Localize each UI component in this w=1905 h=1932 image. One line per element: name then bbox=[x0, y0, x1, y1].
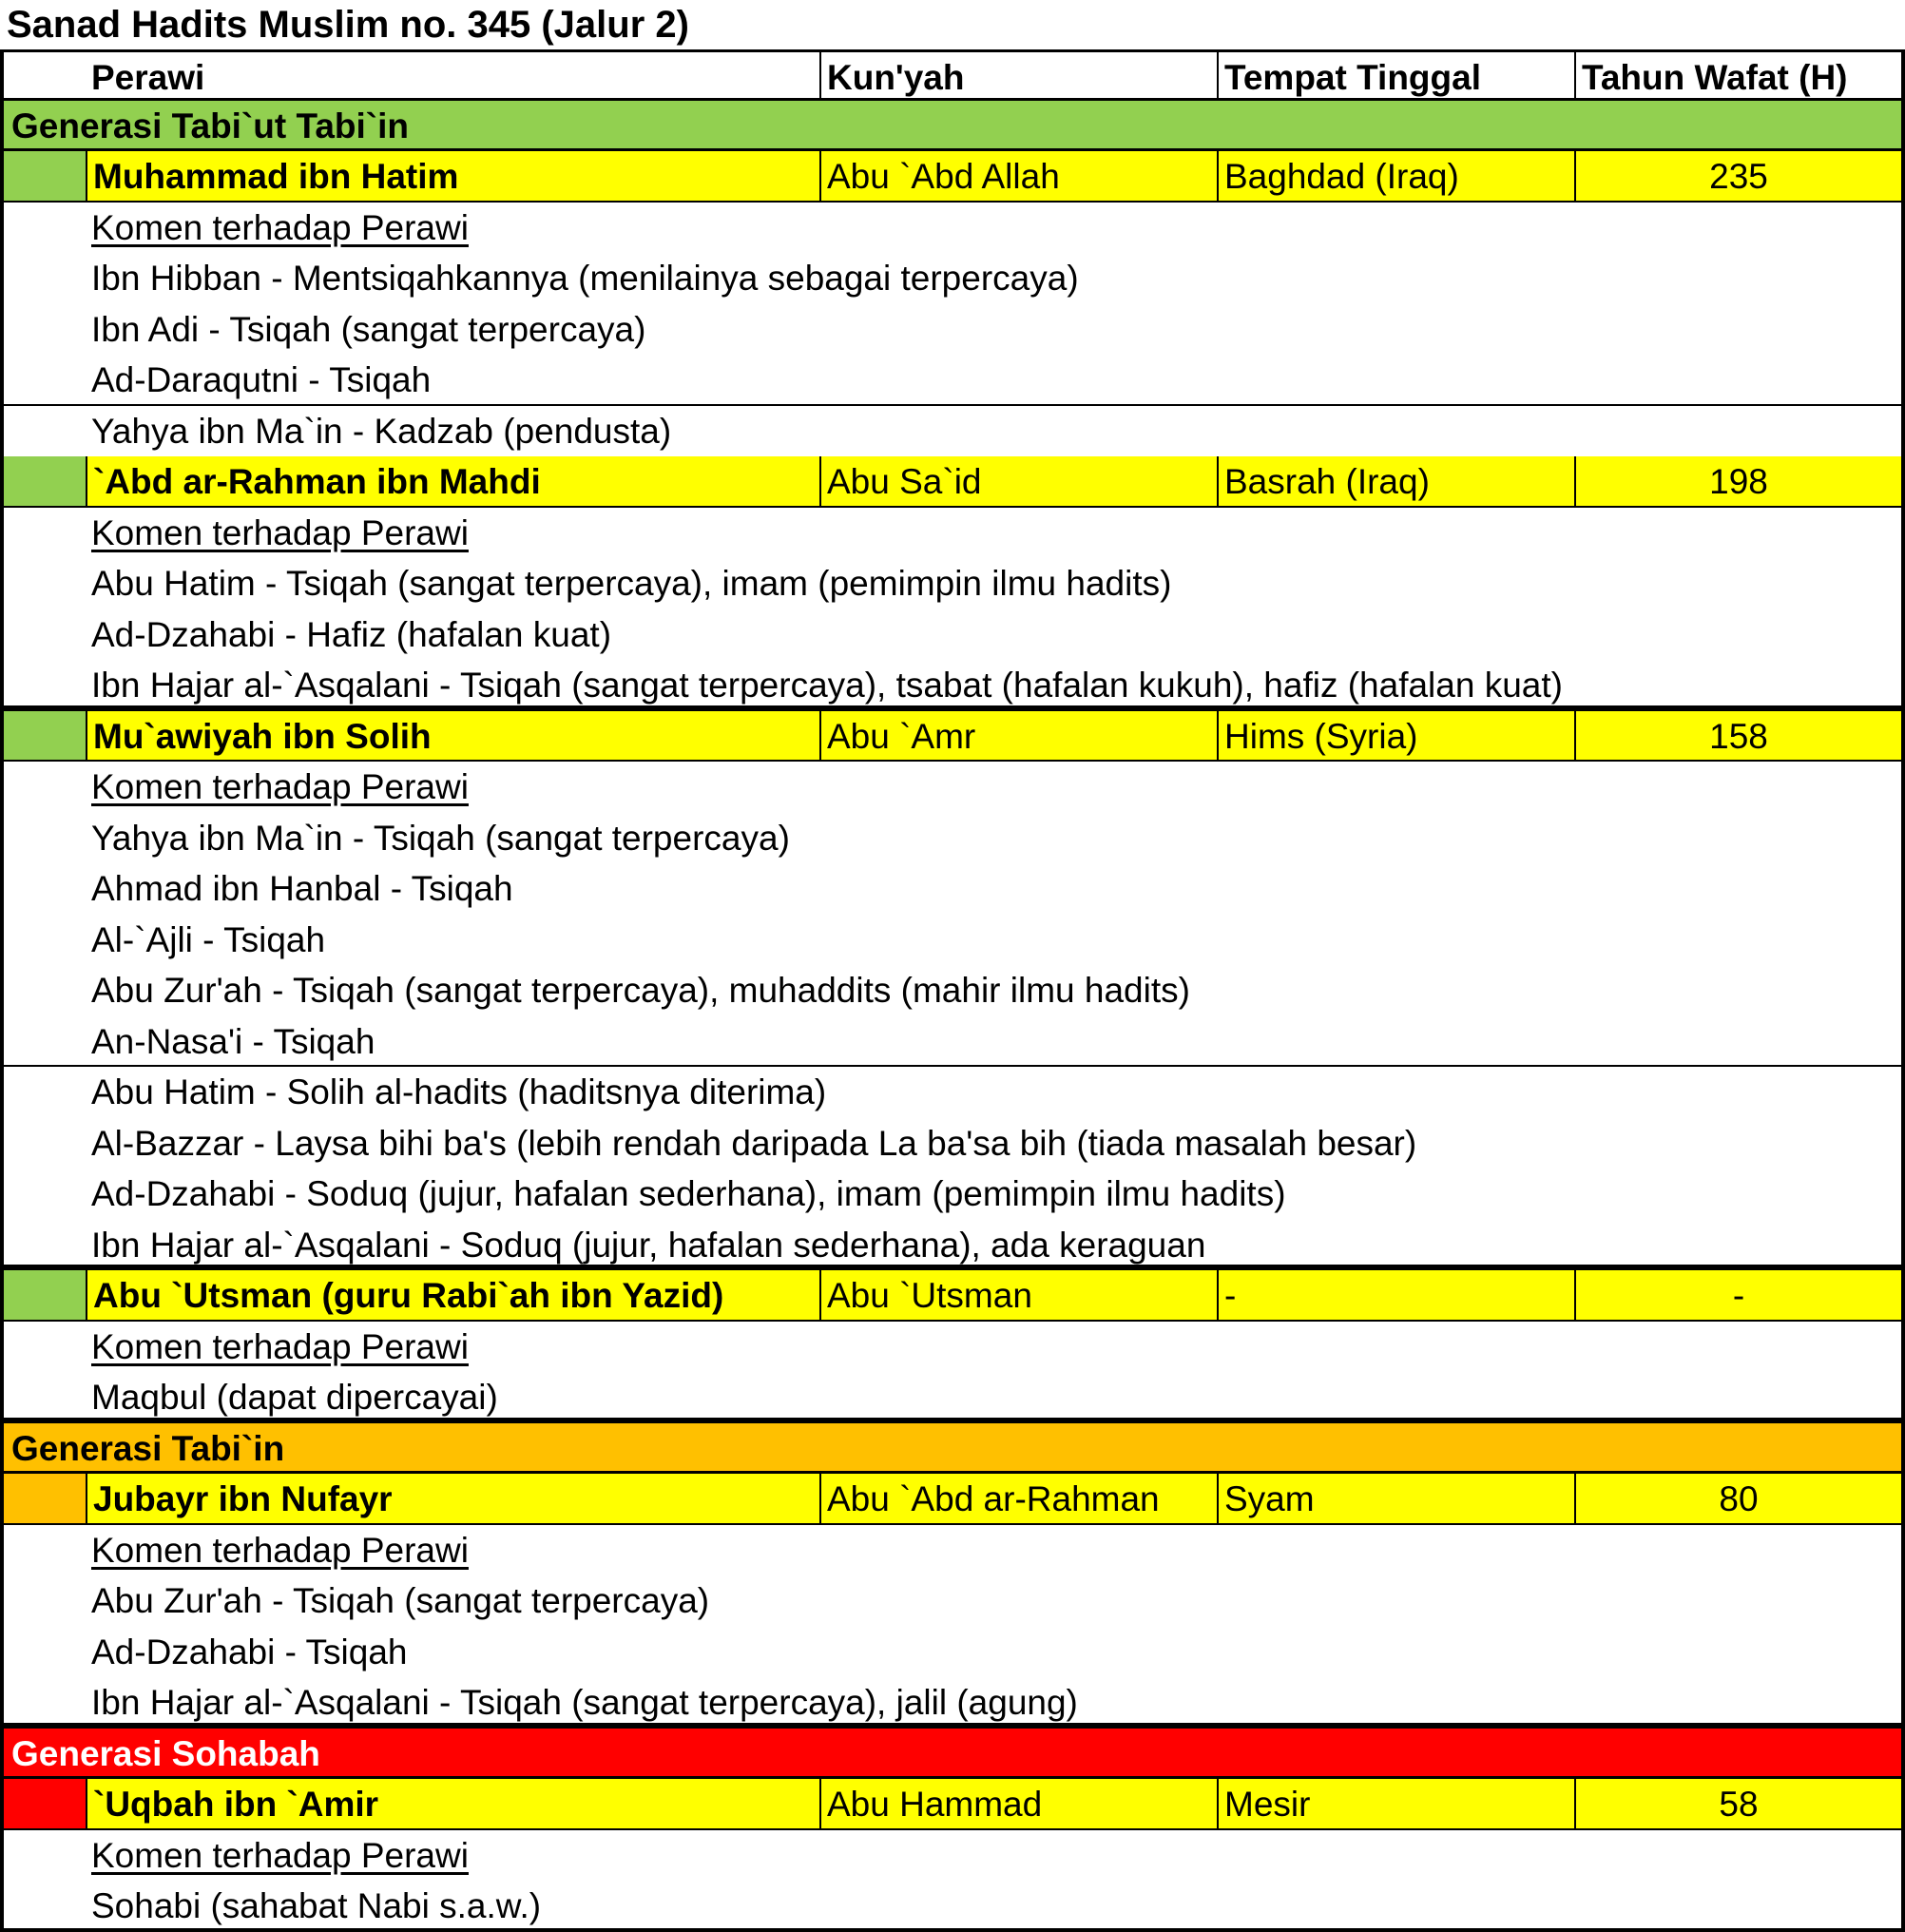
narrator-residence: Hims (Syria) bbox=[1217, 711, 1574, 761]
narrator-death-year: 58 bbox=[1574, 1779, 1901, 1828]
comment-text: Al-`Ajli - Tsiqah bbox=[91, 919, 326, 959]
generation-marker bbox=[4, 1270, 86, 1320]
table-header-row bbox=[4, 49, 1901, 101]
comment-row bbox=[4, 1016, 1901, 1068]
comment-text: Abu Zur'ah - Tsiqah (sangat terpercaya) bbox=[91, 1581, 710, 1620]
comment-row bbox=[4, 660, 1901, 711]
column-header-perawi: Perawi bbox=[91, 58, 205, 97]
comment-heading: Komen terhadap Perawi bbox=[91, 1530, 469, 1570]
narrator-name: Abu `Utsman (guru Rabi`ah ibn Yazid) bbox=[86, 1270, 819, 1320]
narrator-residence: Baghdad (Iraq) bbox=[1217, 151, 1574, 201]
narrator-death-year: 158 bbox=[1574, 711, 1901, 761]
comment-text: Maqbul (dapat dipercayai) bbox=[91, 1378, 498, 1417]
comment-row bbox=[4, 863, 1901, 915]
comment-row bbox=[4, 1118, 1901, 1169]
generation-marker bbox=[4, 456, 86, 506]
comment-heading: Komen terhadap Perawi bbox=[91, 767, 469, 806]
narrator-row bbox=[4, 151, 1901, 203]
comment-row bbox=[4, 253, 1901, 304]
generation-marker bbox=[4, 711, 86, 761]
comment-row bbox=[4, 813, 1901, 864]
comment-row bbox=[4, 915, 1901, 966]
comment-row bbox=[4, 558, 1901, 609]
comment-row bbox=[4, 609, 1901, 661]
comment-text: Ibn Hibban - Mentsiqahkannya (menilainya sebagai terpercaya) bbox=[91, 259, 1079, 298]
comment-text: Abu Zur'ah - Tsiqah (sangat terpercaya), muhaddits (mahir ilmu hadits) bbox=[91, 971, 1190, 1010]
narrator-kunyah: Abu `Utsman bbox=[819, 1270, 1217, 1320]
comment-row bbox=[4, 406, 1901, 457]
generation-row-tabiin: Generasi Tabi`in bbox=[4, 1423, 1901, 1475]
narrator-death-year: - bbox=[1574, 1270, 1901, 1320]
sheet-title: Sanad Hadits Muslim no. 345 (Jalur 2) bbox=[7, 4, 689, 46]
narrator-row bbox=[4, 1474, 1901, 1525]
comment-row bbox=[4, 1627, 1901, 1678]
comment-heading-row bbox=[4, 203, 1901, 254]
narrator-residence: Basrah (Iraq) bbox=[1217, 456, 1574, 506]
comment-row bbox=[4, 1677, 1901, 1729]
comment-text: Abu Hatim - Solih al-hadits (haditsnya diterima) bbox=[91, 1072, 827, 1111]
narrator-name: Mu`awiyah ibn Solih bbox=[86, 711, 819, 761]
narrator-row bbox=[4, 1270, 1901, 1322]
comment-text: Abu Hatim - Tsiqah (sangat terpercaya), imam (pemimpin ilmu hadits) bbox=[91, 564, 1172, 603]
comment-row bbox=[4, 965, 1901, 1016]
narrator-death-year: 198 bbox=[1574, 456, 1901, 506]
comment-heading: Komen terhadap Perawi bbox=[91, 1835, 469, 1875]
sanad-table bbox=[0, 49, 1905, 1932]
comment-heading: Komen terhadap Perawi bbox=[91, 207, 469, 247]
comment-text: Ad-Dzahabi - Tsiqah bbox=[91, 1632, 408, 1671]
generation-marker bbox=[4, 1474, 86, 1523]
column-header-tempat-tinggal: Tempat Tinggal bbox=[1217, 52, 1574, 98]
narrator-name: `Uqbah ibn `Amir bbox=[86, 1779, 819, 1828]
comment-row bbox=[4, 1881, 1901, 1932]
narrator-kunyah: Abu `Amr bbox=[819, 711, 1217, 761]
narrator-name: Jubayr ibn Nufayr bbox=[86, 1474, 819, 1523]
generation-marker bbox=[4, 1779, 86, 1828]
comment-heading-row bbox=[4, 1830, 1901, 1882]
column-header-kunyah: Kun'yah bbox=[819, 52, 1217, 98]
comment-row bbox=[4, 1067, 1901, 1118]
comment-heading-row bbox=[4, 762, 1901, 813]
narrator-residence: Syam bbox=[1217, 1474, 1574, 1523]
narrator-name: Muhammad ibn Hatim bbox=[86, 151, 819, 201]
comment-text: Ad-Dzahabi - Soduq (jujur, hafalan sederhana), imam (pemimpin ilmu hadits) bbox=[91, 1174, 1286, 1213]
comment-text: Yahya ibn Ma`in - Kadzab (pendusta) bbox=[91, 411, 672, 451]
comment-text: Yahya ibn Ma`in - Tsiqah (sangat terpercaya) bbox=[91, 818, 790, 858]
comment-heading-row bbox=[4, 1525, 1901, 1576]
narrator-kunyah: Abu Hammad bbox=[819, 1779, 1217, 1828]
comment-row bbox=[4, 1220, 1901, 1271]
comment-text: Al-Bazzar - Laysa bihi ba's (lebih rendah daripada La ba'sa bih (tiada masalah besar) bbox=[91, 1123, 1417, 1163]
comment-text: Ahmad ibn Hanbal - Tsiqah bbox=[91, 869, 513, 908]
narrator-row bbox=[4, 1779, 1901, 1830]
comment-heading: Komen terhadap Perawi bbox=[91, 512, 469, 552]
comment-row bbox=[4, 1372, 1901, 1423]
comment-row bbox=[4, 304, 1901, 356]
generation-row-sohabah: Generasi Sohabah bbox=[4, 1729, 1901, 1780]
comment-heading: Komen terhadap Perawi bbox=[91, 1326, 469, 1366]
comment-text: Ibn Hajar al-`Asqalani - Tsiqah (sangat terpercaya), jalil (agung) bbox=[91, 1683, 1078, 1722]
comment-row bbox=[4, 355, 1901, 406]
narrator-kunyah: Abu `Abd ar-Rahman bbox=[819, 1474, 1217, 1523]
comment-text: Ibn Hajar al-`Asqalani - Tsiqah (sangat terpercaya), tsabat (hafalan kukuh), hafiz (hafalan kuat) bbox=[91, 666, 1563, 705]
generation-row-tabiut-tabiin: Generasi Tabi`ut Tabi`in bbox=[4, 101, 1901, 152]
comment-text: Ad-Daraqutni - Tsiqah bbox=[91, 360, 432, 399]
narrator-kunyah: Abu `Abd Allah bbox=[819, 151, 1217, 201]
narrator-death-year: 80 bbox=[1574, 1474, 1901, 1523]
comment-row bbox=[4, 1169, 1901, 1220]
narrator-row bbox=[4, 456, 1901, 508]
narrator-residence: Mesir bbox=[1217, 1779, 1574, 1828]
narrator-residence: - bbox=[1217, 1270, 1574, 1320]
comment-heading-row bbox=[4, 508, 1901, 559]
comment-text: Sohabi (sahabat Nabi s.a.w.) bbox=[91, 1886, 542, 1925]
generation-marker bbox=[4, 151, 86, 201]
comment-text: An-Nasa'i - Tsiqah bbox=[91, 1021, 375, 1061]
comment-text: Ad-Dzahabi - Hafiz (hafalan kuat) bbox=[91, 614, 612, 654]
narrator-name: `Abd ar-Rahman ibn Mahdi bbox=[86, 456, 819, 506]
comment-heading-row bbox=[4, 1322, 1901, 1373]
narrator-kunyah: Abu Sa`id bbox=[819, 456, 1217, 506]
comment-text: Ibn Hajar al-`Asqalani - Soduq (jujur, hafalan sederhana), ada keraguan bbox=[91, 1225, 1206, 1265]
comment-row bbox=[4, 1575, 1901, 1627]
column-header-tahun-wafat: Tahun Wafat (H) bbox=[1574, 52, 1901, 98]
narrator-death-year: 235 bbox=[1574, 151, 1901, 201]
comment-text: Ibn Adi - Tsiqah (sangat terpercaya) bbox=[91, 309, 646, 349]
narrator-row bbox=[4, 711, 1901, 763]
